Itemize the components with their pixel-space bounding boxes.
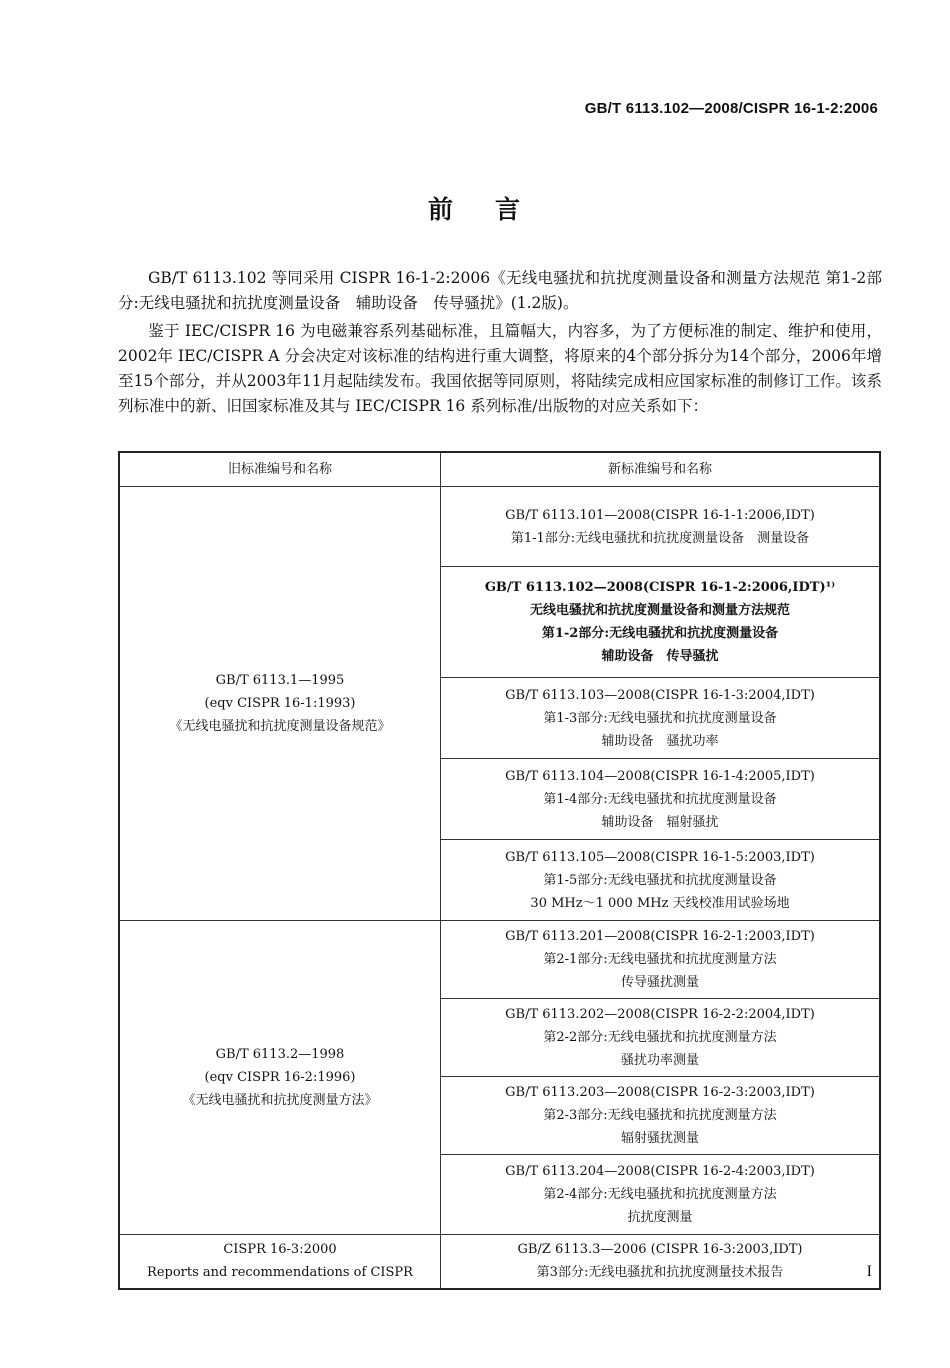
cell-line: 第2-4部分:无线电骚扰和抗扰度测量方法 (543, 1187, 777, 1202)
new-standard-cell (441, 678, 881, 759)
cell-line: GB/T 6113.102—2008(CISPR 16-1-2:2006,IDT)¹⁾ (484, 580, 836, 595)
paragraph-1-text: GB/T 6113.102 等同采用 CISPR 16-1-2:2006《无线电骚扰和抗扰度测量设备和测量方法规范 第1-2部分:无线电骚扰和抗扰度测量设备 辅助设备 传导骚扰》(1.2版)。 (118, 269, 882, 312)
cell-line: 骚扰功率测量 (620, 1053, 699, 1068)
cell-line: 第1-3部分:无线电骚扰和抗扰度测量设备 (543, 710, 777, 726)
new-standard-cell (441, 1077, 881, 1155)
cell-line: GB/Z 6113.3—2006 (CISPR 16-3:2003,IDT) (517, 1242, 803, 1258)
title-char: 前 (427, 195, 455, 224)
cell-line: (eqv CISPR 16-1:1993) (204, 696, 356, 711)
cell-line: 辅助设备 辐射骚扰 (601, 814, 719, 830)
page-title (0, 190, 950, 226)
cell-line: 抗扰度测量 (627, 1210, 693, 1225)
new-standard-cell-current (441, 567, 881, 678)
cell-line: CISPR 16-3:2000 (223, 1242, 337, 1258)
table-row (119, 1235, 880, 1289)
paragraph-2-text: 鉴于 IEC/CISPR 16 为电磁兼容系列基础标准，且篇幅大，内容多，为了方便标准的制定、维护和使用，2002年 IEC/CISPR A 分会决定对该标准的结构进行重大调整，将原来的4个部分拆分为14个部分，2006年增至15个部分，并从2003年11月起陆续发布。我国依据等同原则，将陆续完成相应国家标准的制修订工作。该系列标准中的新、旧国家标准及其与 IEC/CISPR 16 系列标准/出版物的对应关系如下： (118, 322, 882, 415)
cell-line: 辐射骚扰测量 (620, 1131, 699, 1146)
standard-code: GB/T 6113.102—2008/CISPR 16-1-2:2006 (584, 100, 878, 117)
old-standard-cell (119, 487, 441, 921)
table-header-row (119, 452, 880, 487)
cell-line: GB/T 6113.105—2008(CISPR 16-1-5:2003,IDT) (505, 849, 815, 865)
cell-line: 《无线电骚扰和抗扰度测量设备规范》 (169, 719, 391, 734)
cell-line: GB/T 6113.203—2008(CISPR 16-2-3:2003,IDT) (505, 1085, 815, 1100)
new-standard-cell (441, 921, 881, 999)
new-standard-cell (441, 840, 881, 921)
cell-line: 30 MHz～1 000 MHz 天线校准用试验场地 (530, 895, 790, 911)
page-number: I (866, 1263, 872, 1280)
cell-line: 第1-2部分:无线电骚扰和抗扰度测量设备 (541, 626, 779, 641)
cell-line: (eqv CISPR 16-2:1996) (204, 1070, 356, 1085)
cell-line: 《无线电骚扰和抗扰度测量方法》 (182, 1093, 378, 1108)
cell-line: 辅助设备 传导骚扰 (601, 649, 719, 664)
cell-line: 第2-2部分:无线电骚扰和抗扰度测量方法 (543, 1030, 777, 1045)
title-char: 言 (495, 195, 523, 224)
cell-line: 第2-1部分:无线电骚扰和抗扰度测量方法 (543, 952, 777, 967)
table-row (119, 487, 880, 567)
cell-line: 辅助设备 骚扰功率 (601, 733, 719, 749)
cell-line: GB/T 6113.204—2008(CISPR 16-2-4:2003,IDT) (505, 1164, 815, 1179)
cell-line: 第2-3部分:无线电骚扰和抗扰度测量方法 (543, 1108, 777, 1123)
cell-line: GB/T 6113.103—2008(CISPR 16-1-3:2004,IDT) (505, 687, 815, 703)
cell-line: 第3部分:无线电骚扰和抗扰度测量技术报告 (536, 1265, 784, 1281)
cell-line: GB/T 6113.101—2008(CISPR 16-1-1:2006,IDT) (505, 507, 815, 523)
new-standard-header: 新标准编号和名称 (441, 452, 881, 487)
cell-line: 传导骚扰测量 (620, 975, 699, 990)
old-standard-cell (119, 1235, 441, 1289)
new-standard-cell (441, 999, 881, 1077)
paragraph-1 (118, 266, 882, 316)
new-standard-cell (441, 1235, 881, 1289)
cell-line: 第1-4部分:无线电骚扰和抗扰度测量设备 (543, 791, 777, 807)
cell-line: GB/T 6113.104—2008(CISPR 16-1-4:2005,IDT) (505, 768, 815, 784)
cell-line: GB/T 6113.1—1995 (215, 673, 345, 688)
old-standard-cell (119, 921, 441, 1235)
new-standard-cell (441, 1155, 881, 1235)
old-standard-header: 旧标准编号和名称 (119, 452, 441, 487)
paragraph-2 (118, 319, 882, 419)
cell-line: GB/T 6113.2—1998 (215, 1047, 345, 1062)
standards-correspondence-table (118, 451, 881, 1290)
cell-line: 第1-1部分:无线电骚扰和抗扰度测量设备 测量设备 (510, 530, 810, 546)
new-standard-cell (441, 759, 881, 840)
new-standard-cell (441, 487, 881, 567)
cell-line: 第1-5部分:无线电骚扰和抗扰度测量设备 (543, 872, 777, 888)
cell-line: GB/T 6113.201—2008(CISPR 16-2-1:2003,IDT) (505, 929, 815, 944)
cell-line: GB/T 6113.202—2008(CISPR 16-2-2:2004,IDT) (505, 1007, 815, 1022)
cell-line: 无线电骚扰和抗扰度测量设备和测量方法规范 (529, 603, 790, 618)
table-row (119, 921, 880, 999)
cell-line: Reports and recommendations of CISPR (147, 1265, 413, 1281)
